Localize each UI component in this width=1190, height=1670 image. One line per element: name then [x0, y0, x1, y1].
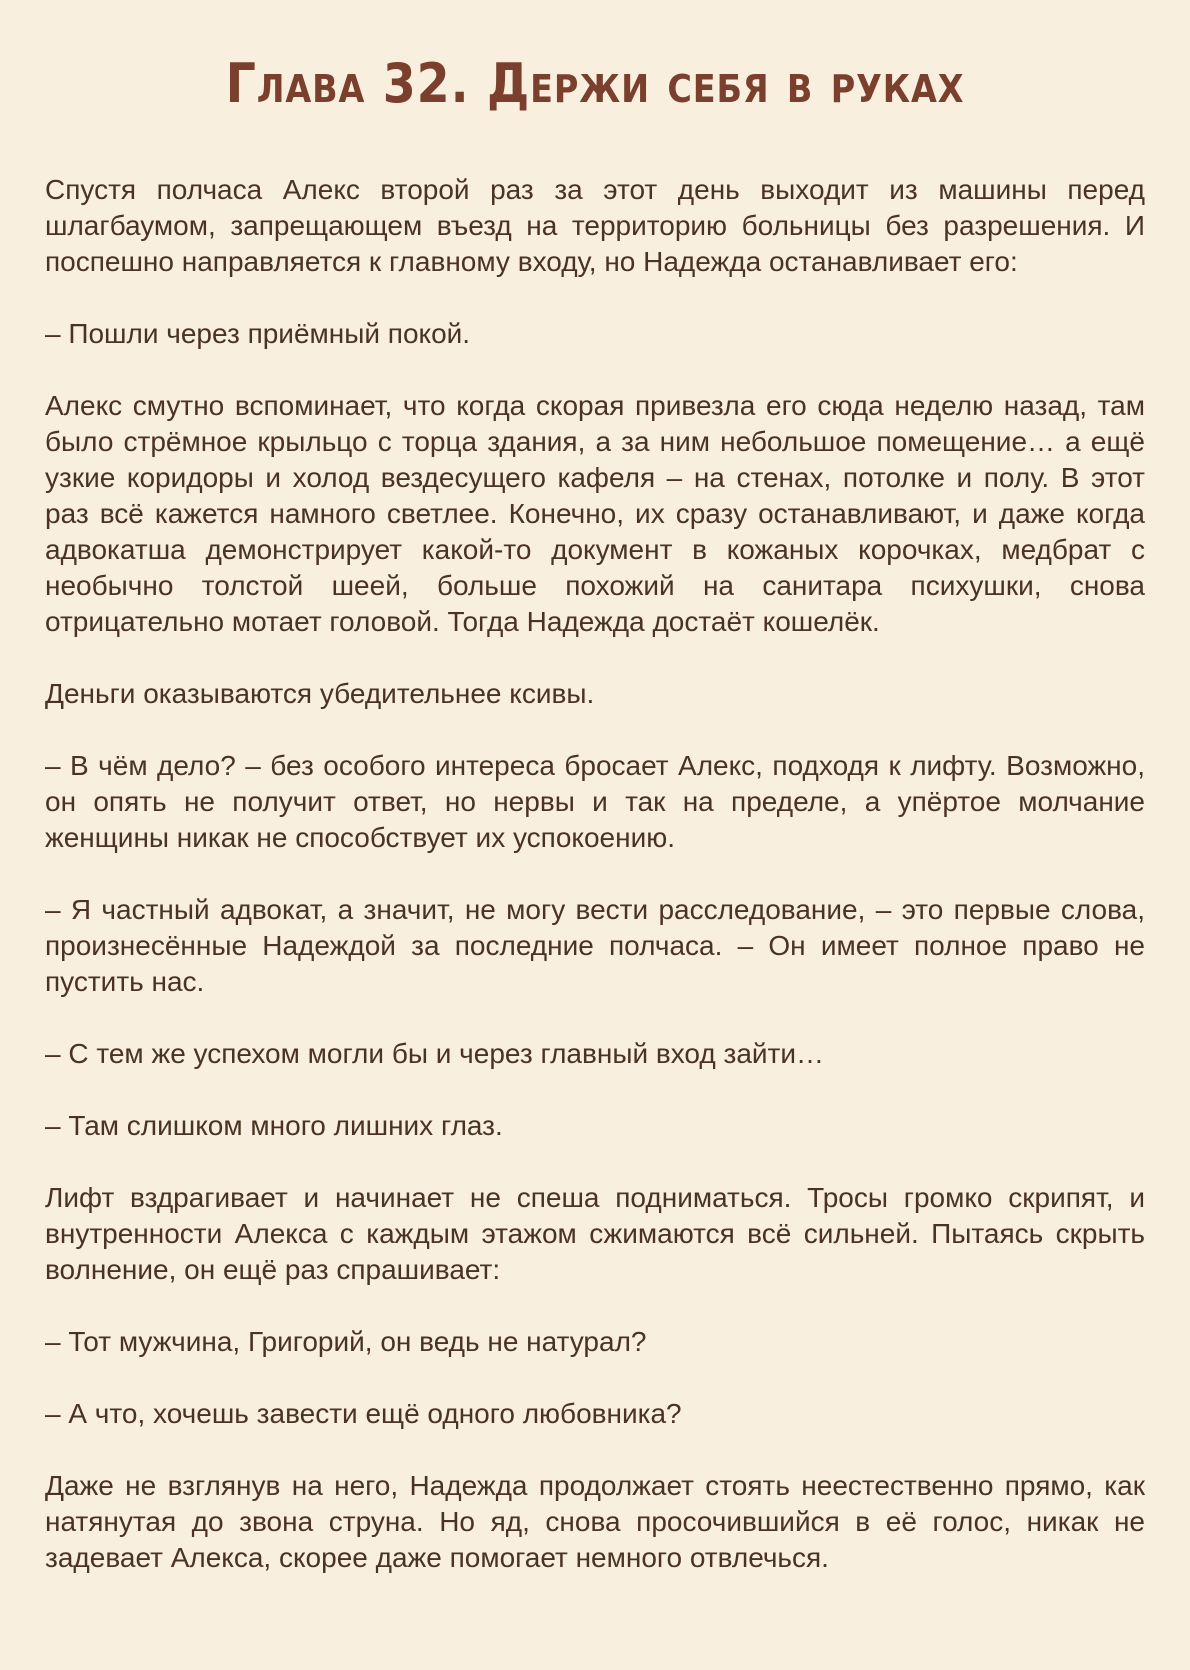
paragraph: Спустя полчаса Алекс второй раз за этот день выходит из машины перед шлагбаумом, запрещающем въезд на территорию больницы без разрешения. И поспешно направляется к главному входу, но Надежда останавливает его: [45, 174, 1145, 277]
chapter-title: Глава 32. Держи себя в руках [225, 52, 965, 115]
paragraph: – Там слишком много лишних глаз. [45, 1110, 503, 1141]
paragraph: – В чём дело? – без особого интереса бросает Алекс, подходя к лифту. Возможно, он опять не получит ответ, но нервы и так на пределе, а упёртое молчание женщины никак не способствует их успокоению. [45, 750, 1145, 853]
paragraph: – Тот мужчина, Григорий, он ведь не натурал? [45, 1326, 647, 1357]
paragraph: Деньги оказываются убедительнее ксивы. [45, 678, 595, 709]
chapter-text [45, 172, 1145, 1576]
paragraph: Даже не взглянув на него, Надежда продолжает стоять неестественно прямо, как натянутая до звона струна. Но яд, снова просочившийся в её голос, никак не задевает Алекса, скорее даже помогает немного отвлечься. [45, 1470, 1145, 1573]
paragraph: – Я частный адвокат, а значит, не могу вести расследование, – это первые слова, произнесённые Надеждой за последние полчаса. – Он имеет полное право не пустить нас. [45, 894, 1145, 997]
paragraph: Лифт вздрагивает и начинает не спеша подниматься. Тросы громко скрипят, и внутренности Алекса с каждым этажом сжимаются всё сильней. Пытаясь скрыть волнение, он ещё раз спрашивает: [45, 1182, 1145, 1285]
paragraph: – Пошли через приёмный покой. [45, 318, 471, 349]
paragraph: Алекс смутно вспоминает, что когда скорая привезла его сюда неделю назад, там было стрёмное крыльцо с торца здания, а за ним небольшое помещение… а ещё узкие коридоры и холод вездесущего кафеля – на стенах, потолке и полу. В этот раз всё кажется намного светлее. Конечно, их сразу останавливают, и даже когда адвокатша демонстрирует какой-то документ в кожаных корочках, медбрат с необычно толстой шеей, больше похожий на санитара психушки, снова отрицательно мотает головой. Тогда Надежда достаёт кошелёк. [45, 390, 1145, 637]
paragraph: – А что, хочешь завести ещё одного любовника? [45, 1398, 682, 1429]
paragraph: – С тем же успехом могли бы и через главный вход зайти… [45, 1038, 825, 1069]
